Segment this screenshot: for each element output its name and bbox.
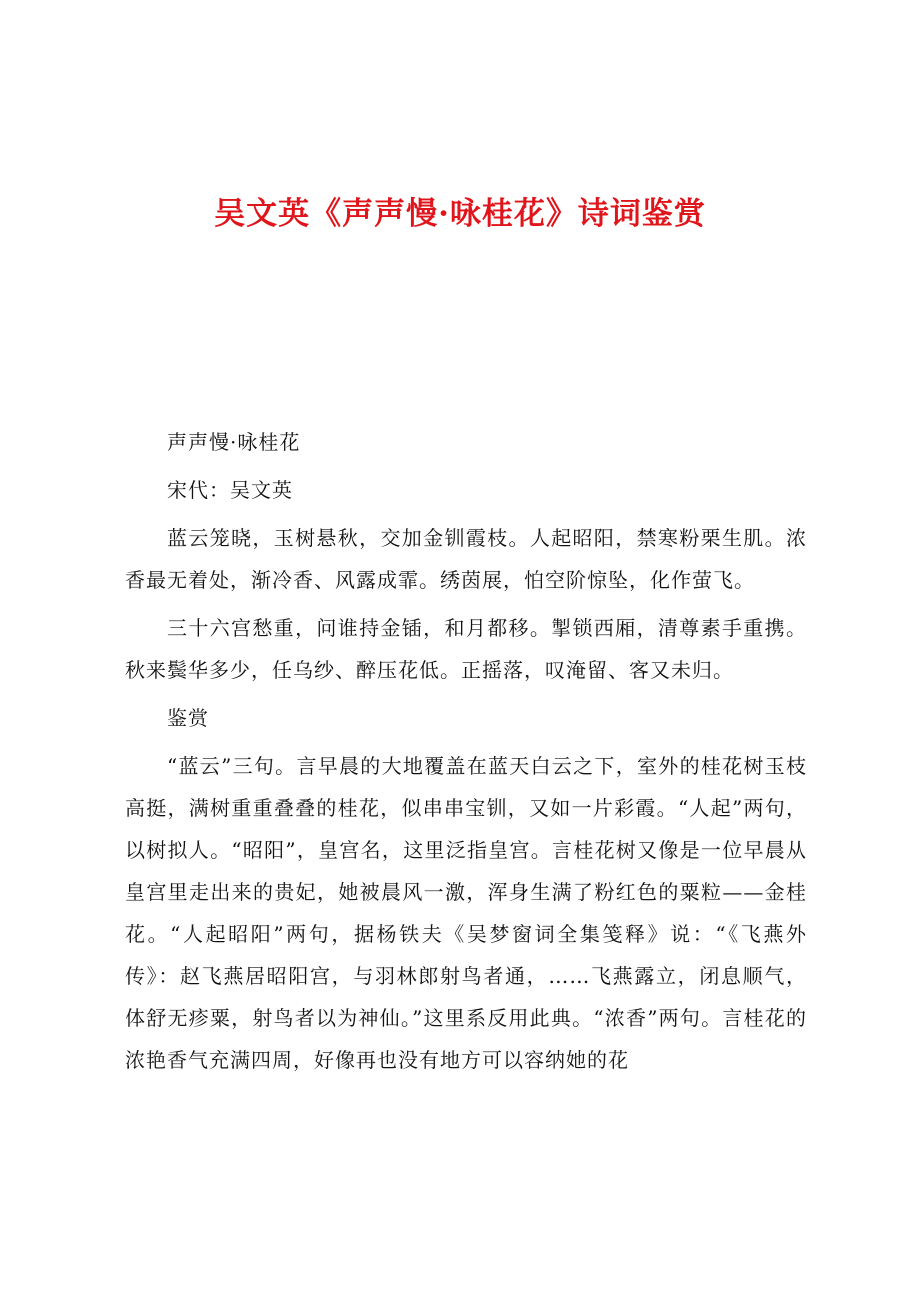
appreciation-text: “蓝云”三句。言早晨的大地覆盖在蓝天白云之下，室外的桂花树玉枝高挺，满树重重叠叠的桂花，似串串宝钏，又如一片彩霞。“人起”两句，以树拟人。“昭阳”，皇宫名，这里泛指皇宫。言桂花树又像是一位早晨从皇宫里走出来的贵妃，她被晨风一激，浑身生满了粉红色的粟粒——金桂花。“人起昭阳”两句，据杨铁夫《吴梦窗词全集笺释》说：“《飞燕外传》：赵飞燕居昭阳宫，与羽林郎射鸟者通，……飞燕露立，闭息顺气，体舒无疹粟，射鸟者以为神仙。”这里系反用此典。“浓香”两句。言桂花的浓艳香气充满四周，好像再也没有地方可以容纳她的花: [125, 754, 807, 1072]
document-body: [125, 421, 807, 1081]
poem-title: 声声慢·咏桂花: [167, 430, 301, 454]
poem-stanza-1: 蓝云笼晓，玉树悬秋，交加金钏霞枝。人起昭阳，禁寒粉栗生肌。浓香最无着处，渐冷香、风露成霏。绣茵展，怕空阶惊坠，化作萤飞。: [125, 526, 807, 592]
document-title: 吴文英《声声慢·咏桂花》诗词鉴赏: [214, 196, 706, 232]
poem-stanza-2: 三十六宫愁重，问谁持金锸，和月都移。掣锁西厢，清尊素手重携。秋来鬓华多少，任乌纱、醉压花低。正摇落，叹淹留、客又未归。: [125, 616, 807, 682]
appreciation-heading: 鉴赏: [167, 706, 209, 730]
poem-author: 宋代：吴文英: [167, 478, 293, 502]
